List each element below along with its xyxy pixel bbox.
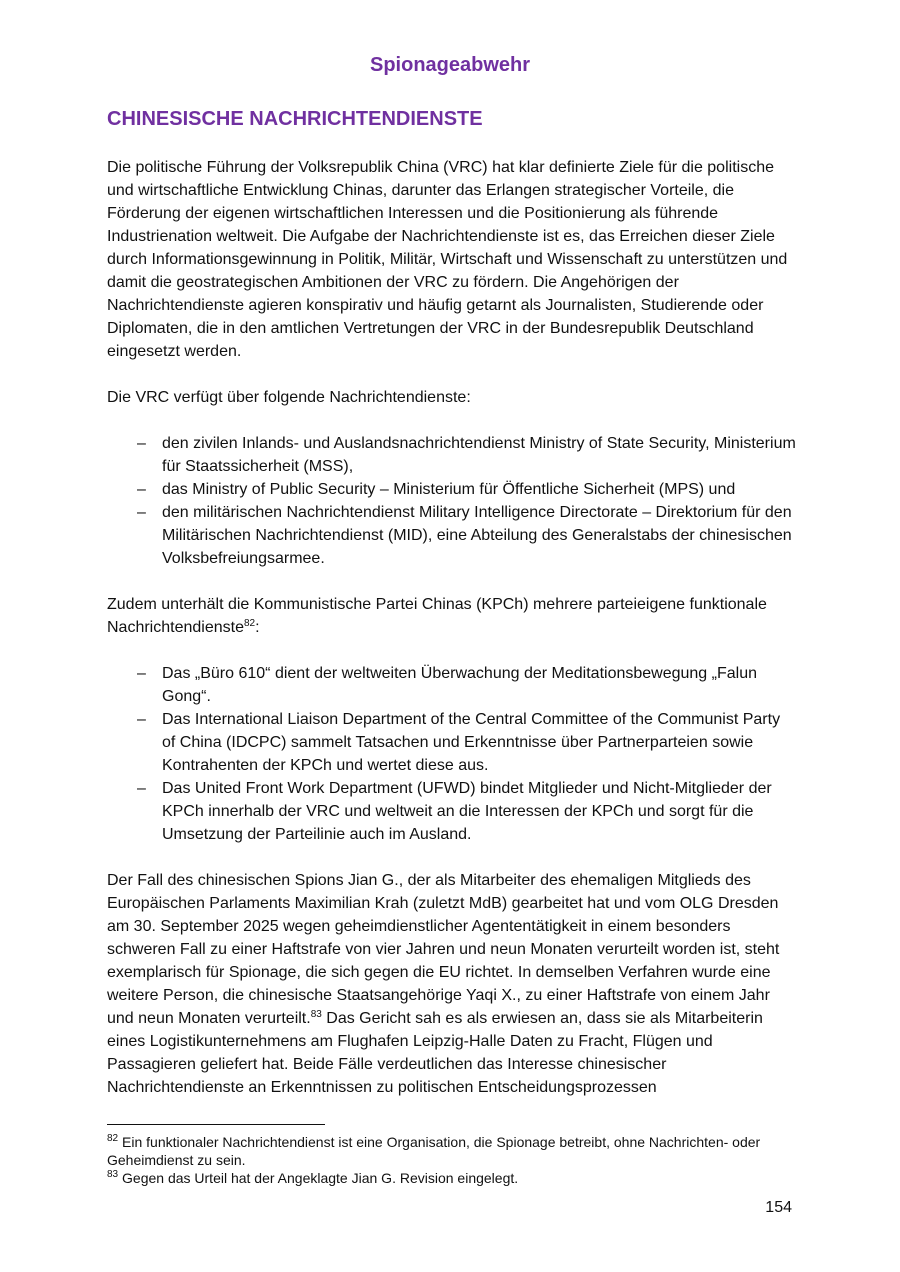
list-item bbox=[107, 662, 797, 708]
footnote-text: Gegen das Urteil hat der Angeklagte Jian G. Revision eingelegt. bbox=[118, 1170, 519, 1186]
paragraph-text: Zudem unterhält die Kommunistische Partei Chinas (KPCh) mehrere parteieigene funktionale Nachrichtendienste bbox=[107, 596, 767, 636]
dash-bullet: – bbox=[137, 711, 146, 728]
list-item-text: Das United Front Work Department (UFWD) bindet Mitglieder und Nicht-Mitglieder der KPCh innerhalb der VRC und weltweit an die Interessen der KPCh und sorgt für die Umsetzung der Parteilinie auch im Ausland. bbox=[162, 780, 772, 843]
list-item bbox=[107, 432, 797, 478]
dash-bullet: – bbox=[137, 481, 146, 498]
footnote-number: 82 bbox=[107, 1133, 119, 1144]
page-header: Spionageabwehr bbox=[369, 54, 531, 76]
section-title: CHINESISCHE NACHRICHTENDIENSTE bbox=[107, 108, 483, 130]
party-services-paragraph bbox=[107, 593, 797, 639]
paragraph-text-end: : bbox=[255, 619, 260, 636]
case-paragraph bbox=[107, 869, 797, 1099]
footnote-ref-83[interactable]: 83 bbox=[310, 1009, 322, 1020]
list-item-text: Das „Büro 610“ dient der weltweiten Überwachung der Meditationsbewegung „Falun Gong“. bbox=[162, 665, 757, 705]
paragraph-text-rest: Das Gericht sah es als erwiesen an, dass sie als Mitarbeiterin eines Logistikunternehmens am Flughafen Leipzig-Halle Daten zu Fracht, Flügen und Passagieren geliefert hat. Beide Fälle verdeutlichen das Interesse chinesischer Nachrichtendienste an Erkenntnissen zu politischen Entscheidungsprozessen bbox=[107, 1010, 763, 1096]
list-item-text: das Ministry of Public Security – Ministerium für Öffentliche Sicherheit (MPS) und bbox=[162, 481, 736, 498]
list-item bbox=[107, 708, 797, 777]
dash-bullet: – bbox=[137, 780, 146, 797]
list-item bbox=[107, 777, 797, 846]
list-item bbox=[107, 501, 797, 570]
list-item-text: Das International Liaison Department of the Central Committee of the Communist Party of China (IDCPC) sammelt Tatsachen und Erkenntnisse über Partnerparteien sowie Kontrahenten der KPCh und wertet diese aus. bbox=[162, 711, 781, 774]
party-services-list bbox=[107, 662, 797, 846]
dash-bullet: – bbox=[137, 435, 146, 452]
footnote-divider bbox=[107, 1124, 325, 1125]
footnote-82 bbox=[107, 1133, 797, 1169]
footnote-text: Ein funktionaler Nachrichtendienst ist eine Organisation, die Spionage betreibt, ohne Nachrichten- oder Geheimdienst zu sein. bbox=[107, 1134, 761, 1168]
main-content bbox=[107, 105, 797, 1099]
footnotes bbox=[107, 1133, 797, 1187]
footnote-83 bbox=[107, 1169, 797, 1187]
intro-paragraph: Die politische Führung der Volksrepublik China (VRC) hat klar definierte Ziele für die politische und wirtschaftliche Entwicklung Chinas, darunter das Erlangen strategischer Vorteile, die Förderung der eigenen wirtschaftlichen Interessen und die Positionierung als führende Industrienation weltweit. Die Aufgabe der Nachrichtendienste ist es, das Erreichen dieser Ziele durch Informationsgewinnung in Politik, Militär, Wirtschaft und Wissenschaft zu unterstützen und damit die geostrategischen Ambitionen der VRC zu fördern. Die Angehörigen der Nachrichtendienste agieren konspirativ und häufig getarnt als Journalisten, Studierende oder Diplomaten, die in den amtlichen Vertretungen der VRC in der Bundesrepublik Deutschland eingesetzt werden. bbox=[107, 159, 788, 360]
dash-bullet: – bbox=[137, 665, 146, 682]
state-services-list bbox=[107, 432, 797, 570]
list-item-text: den militärischen Nachrichtendienst Military Intelligence Directorate – Direktorium für den Militärischen Nachrichtendienst (MID), eine Abteilung des Generalstabs der chinesischen Volksbefreiungsarmee. bbox=[162, 504, 792, 567]
list-item-text: den zivilen Inlands- und Auslandsnachrichtendienst Ministry of State Security, Ministerium für Staatssicherheit (MSS), bbox=[162, 435, 796, 475]
footnote-number: 83 bbox=[107, 1169, 119, 1180]
paragraph-text: Der Fall des chinesischen Spions Jian G., der als Mitarbeiter des ehemaligen Mitglieds des Europäischen Parlaments Maximilian Krah (zuletzt MdB) gearbeitet hat und vom OLG Dresden am 30. September 2025 wegen geheimdienstlicher Agententätigkeit in einem besonders schweren Fall zu einer Haftstrafe von vier Jahren und neun Monaten verurteilt worden ist, steht exemplarisch für Spionage, die sich gegen die EU richtet. In demselben Verfahren wurde eine weitere Person, die chinesische Staatsangehörige Yaqi X., zu einer Haftstrafe von einem Jahr und neun Monaten verurteilt. bbox=[107, 872, 780, 1027]
page-number: 154 bbox=[765, 1199, 792, 1216]
list-item bbox=[107, 478, 797, 501]
footnote-ref-82[interactable]: 82 bbox=[243, 618, 256, 629]
dash-bullet: – bbox=[137, 504, 146, 521]
services-intro-paragraph: Die VRC verfügt über folgende Nachrichtendienste: bbox=[107, 389, 471, 406]
